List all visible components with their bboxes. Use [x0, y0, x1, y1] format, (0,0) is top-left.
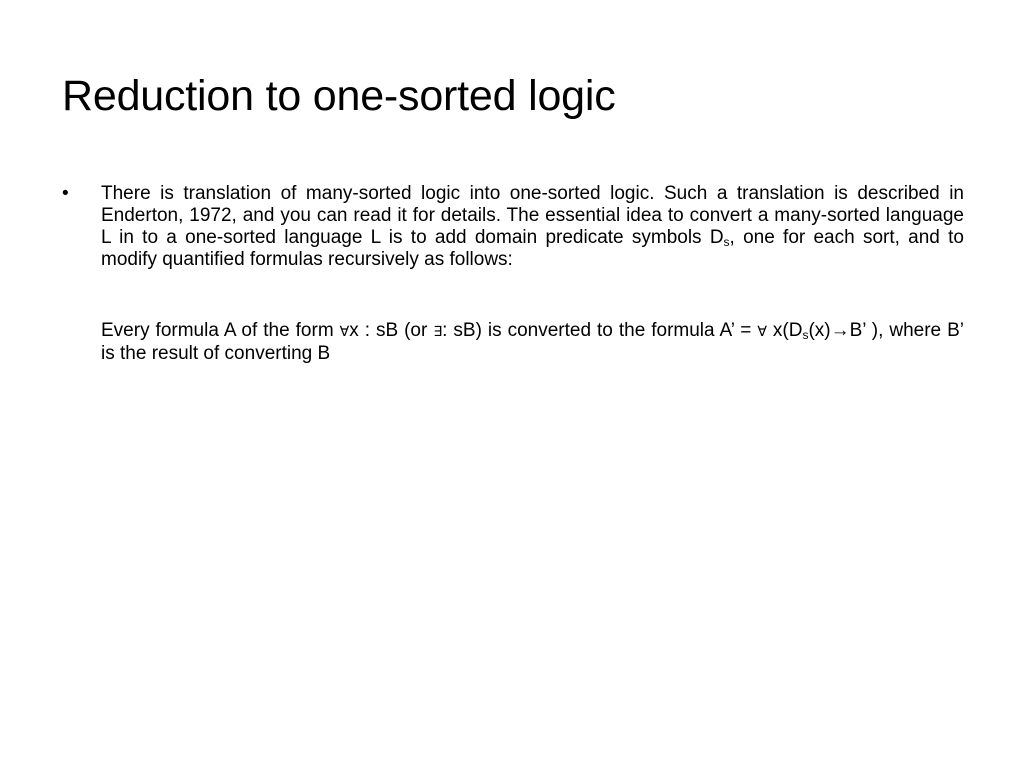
bullet-item: [62, 183, 964, 271]
sub-paragraph-text: Every formula A of the form: [101, 320, 340, 341]
bullet-marker: •: [62, 183, 69, 204]
bullet-text-part: , one for each sort, and to modify quantified formulas recursively as follows:: [101, 227, 964, 270]
sub-paragraph-text: : sB) is converted to the formula A’ =: [442, 320, 758, 341]
subscript-s: s: [802, 328, 809, 342]
sub-paragraph-text: x(D: [766, 320, 803, 341]
bullet-text: [101, 183, 964, 271]
subscript-s: s: [723, 235, 730, 249]
slide-title: Reduction to one-sorted logic: [62, 72, 616, 120]
sub-paragraph-text: (x)→B’ ), where B’ is the result of converting B: [101, 320, 964, 364]
sub-paragraph: [101, 320, 964, 365]
exists-symbol: ∃: [433, 324, 443, 340]
bullet-text-part: There is translation of many-sorted logic into one-sorted logic. Such a translation is described in Enderton, 1972, and you can read it for details. The essential idea to convert a many-sorted language L in to a one-sorted language L is to add domain predicate symbols D: [101, 183, 964, 248]
forall-symbol: ∀: [757, 324, 767, 340]
forall-symbol: ∀: [339, 324, 350, 340]
sub-paragraph-text: x : sB (or: [349, 320, 434, 341]
